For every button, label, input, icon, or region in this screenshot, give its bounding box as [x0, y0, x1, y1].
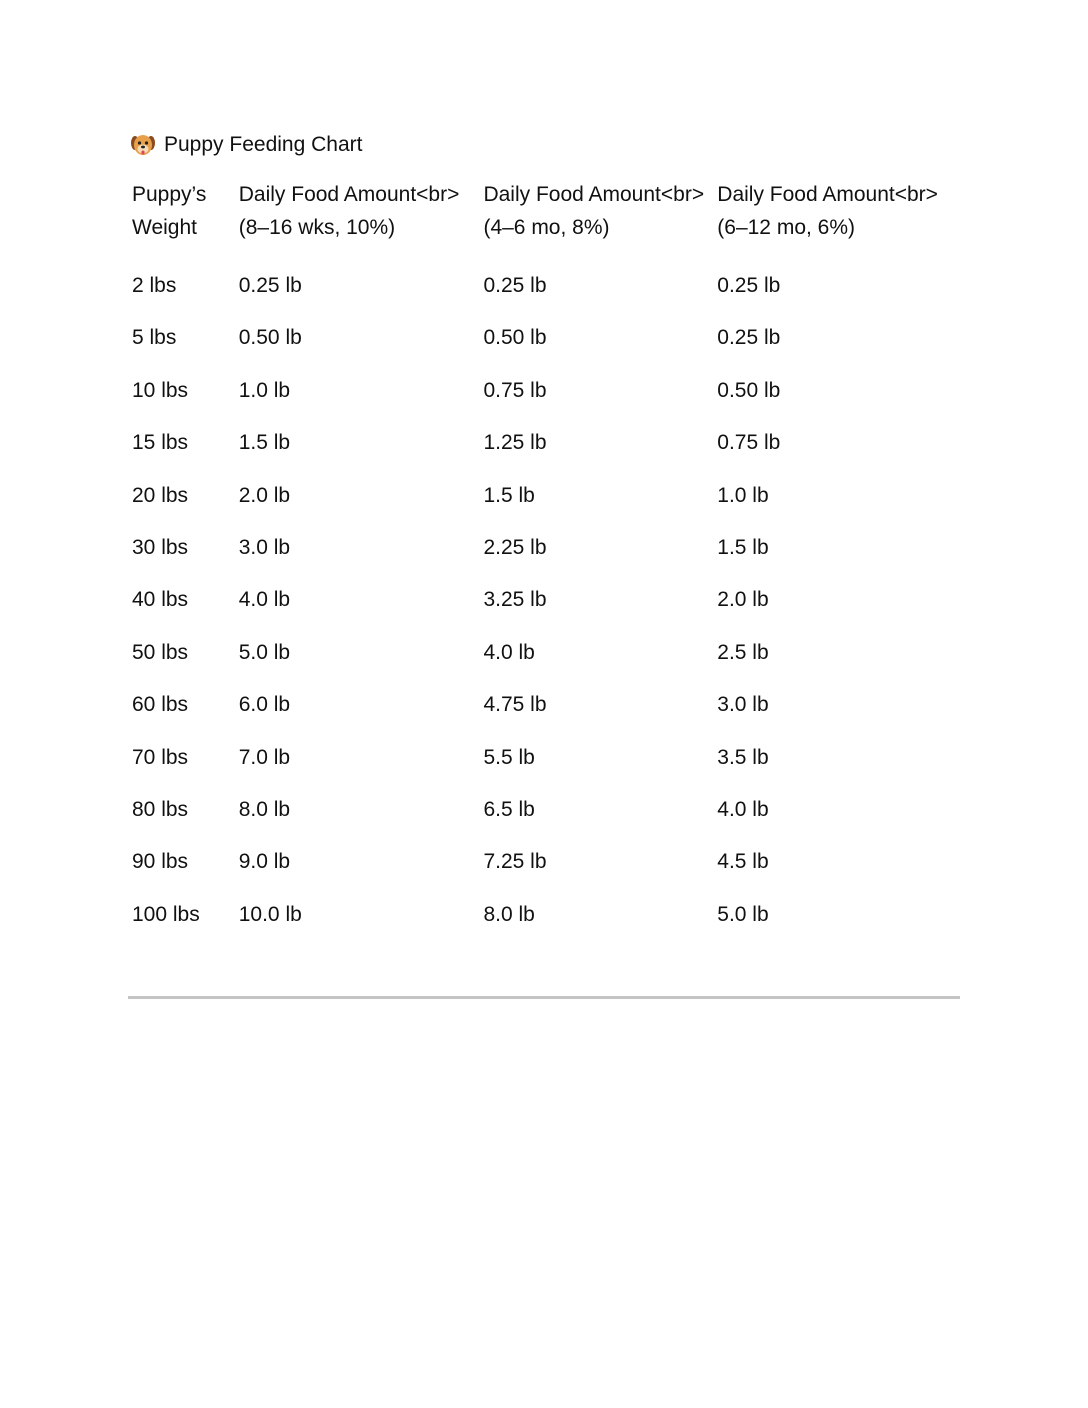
- amount-4-6-mo-cell: 6.5 lb: [483, 798, 535, 822]
- table-row: [128, 417, 960, 469]
- amount-8-16-wks-cell: 2.0 lb: [238, 483, 291, 507]
- amount-6-12-mo-cell: 0.50 lb: [717, 378, 781, 402]
- amount-8-16-wks-cell: 0.25 lb: [238, 274, 302, 297]
- weight-cell: 20 lbs: [132, 483, 189, 507]
- amount-8-16-wks-cell: 1.5 lb: [238, 431, 291, 455]
- header-6-12-mo: Daily Food Amount<br>(6–12 mo, 6%): [717, 183, 938, 239]
- table-row: [128, 574, 960, 626]
- header-4-6-mo: Daily Food Amount<br>(4–6 mo, 8%): [483, 183, 705, 239]
- amount-6-12-mo-cell: 3.0 lb: [717, 693, 769, 717]
- amount-4-6-mo-cell: 7.25 lb: [483, 850, 547, 874]
- header-8-16-wks: Daily Food Amount<br>(8–16 wks, 10%): [238, 183, 460, 239]
- table-row: [128, 522, 960, 574]
- amount-8-16-wks-cell: 10.0 lb: [238, 902, 302, 926]
- amount-6-12-mo-cell: 4.5 lb: [717, 850, 769, 874]
- weight-cell: 15 lbs: [132, 431, 189, 455]
- table-row: [128, 732, 960, 784]
- amount-4-6-mo-cell: 4.0 lb: [483, 640, 535, 664]
- amount-8-16-wks-cell: 7.0 lb: [238, 745, 291, 769]
- weight-cell: 60 lbs: [132, 693, 189, 717]
- amount-6-12-mo-cell: 1.0 lb: [717, 483, 769, 507]
- chart-title: [130, 128, 362, 162]
- chart-title-text: Puppy Feeding Chart: [164, 133, 363, 156]
- table-header-row: [128, 176, 960, 260]
- amount-6-12-mo-cell: 0.25 lb: [717, 326, 781, 350]
- weight-cell: 90 lbs: [132, 850, 189, 874]
- amount-8-16-wks-cell: 5.0 lb: [238, 640, 291, 664]
- amount-8-16-wks-cell: 1.0 lb: [238, 378, 291, 402]
- amount-8-16-wks-cell: 0.50 lb: [238, 326, 302, 350]
- weight-cell: 30 lbs: [132, 536, 189, 560]
- weight-cell: 2 lbs: [132, 274, 177, 297]
- amount-4-6-mo-cell: 0.75 lb: [483, 378, 547, 402]
- feeding-table: [128, 176, 960, 941]
- amount-6-12-mo-cell: 3.5 lb: [717, 745, 769, 769]
- table-row: [128, 627, 960, 679]
- weight-cell: 100 lbs: [132, 902, 200, 926]
- amount-6-12-mo-cell: 5.0 lb: [717, 902, 769, 926]
- amount-4-6-mo-cell: 4.75 lb: [483, 693, 547, 717]
- amount-8-16-wks-cell: 4.0 lb: [238, 588, 291, 612]
- amount-4-6-mo-cell: 1.25 lb: [483, 431, 547, 455]
- amount-8-16-wks-cell: 9.0 lb: [238, 850, 291, 874]
- weight-cell: 80 lbs: [132, 798, 189, 822]
- amount-6-12-mo-cell: 0.75 lb: [717, 431, 781, 455]
- amount-6-12-mo-cell: 2.0 lb: [717, 588, 769, 612]
- amount-6-12-mo-cell: 2.5 lb: [717, 640, 769, 664]
- table-row: [128, 889, 960, 941]
- amount-4-6-mo-cell: 5.5 lb: [483, 745, 535, 769]
- weight-cell: 10 lbs: [132, 378, 189, 402]
- weight-cell: 50 lbs: [132, 640, 189, 664]
- table-row: [128, 470, 960, 522]
- amount-4-6-mo-cell: 8.0 lb: [483, 902, 535, 926]
- table-row: [128, 312, 960, 364]
- amount-8-16-wks-cell: 6.0 lb: [238, 693, 291, 717]
- table-row: [128, 260, 960, 312]
- weight-cell: 5 lbs: [132, 326, 177, 350]
- amount-4-6-mo-cell: 0.25 lb: [483, 274, 547, 297]
- amount-6-12-mo-cell: 0.25 lb: [717, 274, 781, 297]
- table-row: [128, 784, 960, 836]
- amount-6-12-mo-cell: 4.0 lb: [717, 798, 769, 822]
- weight-cell: 70 lbs: [132, 745, 189, 769]
- amount-4-6-mo-cell: 0.50 lb: [483, 326, 547, 350]
- table-row: [128, 365, 960, 417]
- amount-8-16-wks-cell: 3.0 lb: [238, 536, 291, 560]
- amount-4-6-mo-cell: 3.25 lb: [483, 588, 547, 612]
- table-row: [128, 836, 960, 888]
- amount-8-16-wks-cell: 8.0 lb: [238, 798, 291, 822]
- amount-6-12-mo-cell: 1.5 lb: [717, 536, 769, 560]
- header-weight: Puppy’s Weight: [132, 183, 207, 239]
- amount-4-6-mo-cell: 1.5 lb: [483, 483, 535, 507]
- table-row: [128, 679, 960, 731]
- amount-4-6-mo-cell: 2.25 lb: [483, 536, 547, 560]
- dog-face-icon: [130, 132, 156, 158]
- weight-cell: 40 lbs: [132, 588, 189, 612]
- horizontal-divider: [128, 996, 960, 999]
